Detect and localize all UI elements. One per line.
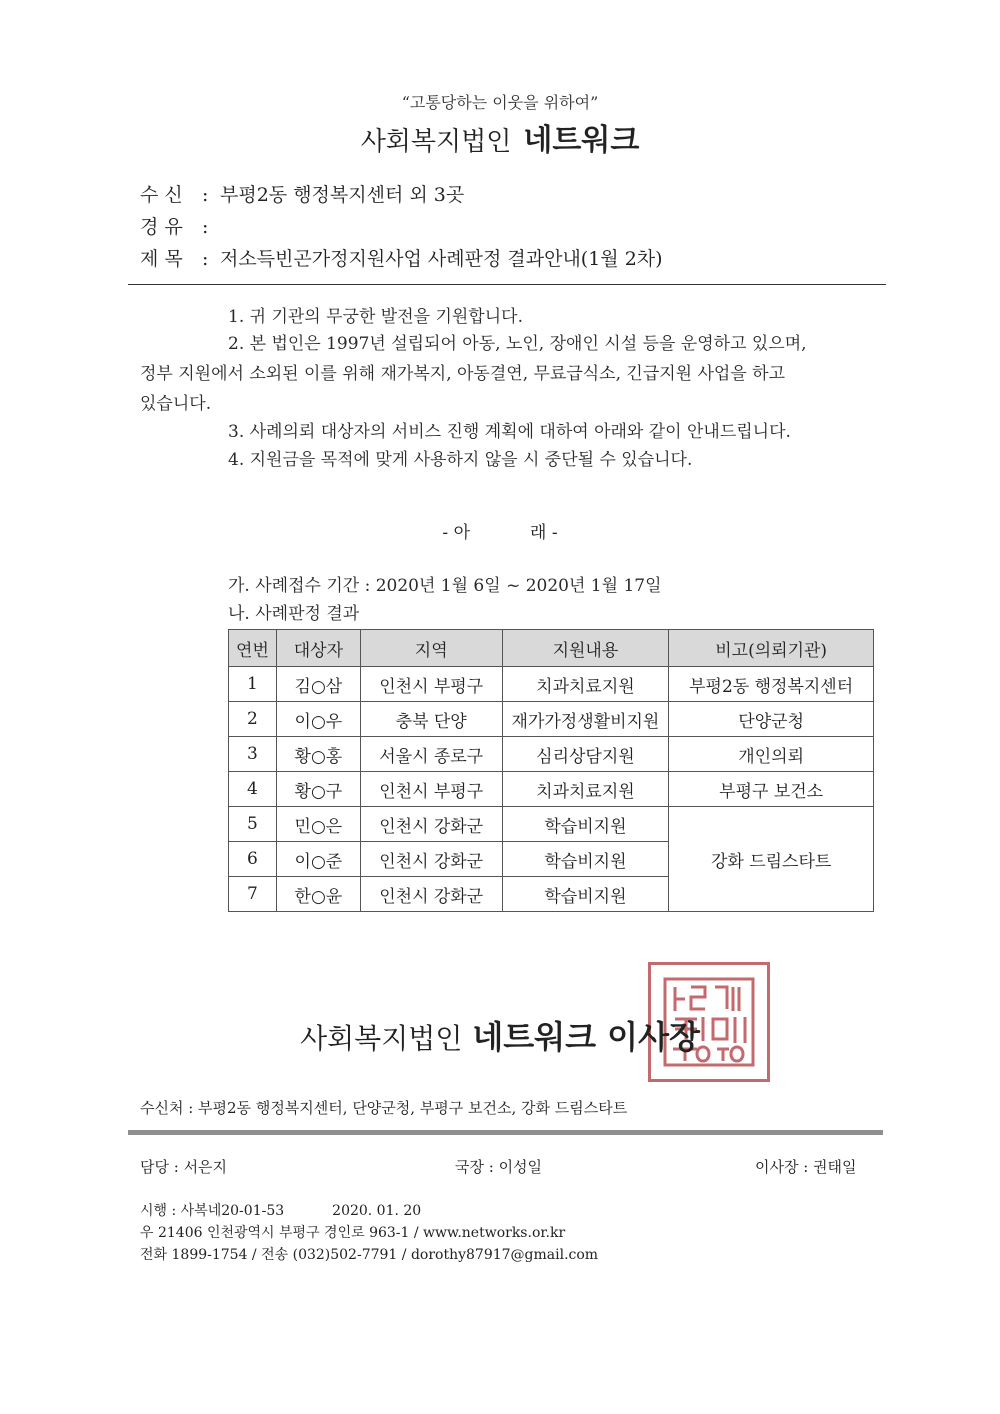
org-name: 네트워크 bbox=[523, 123, 640, 158]
cell-region: 인천시 강화군 bbox=[360, 877, 502, 912]
cell-support: 심리상담지원 bbox=[502, 737, 669, 772]
cell-no: 4 bbox=[229, 772, 277, 807]
header-note: 비고(의뢰기관) bbox=[669, 630, 874, 667]
result-title: 나. 사례판정 결과 bbox=[228, 604, 360, 624]
signature-name: 네트워크 이사장 bbox=[472, 1018, 700, 1056]
staff-manager: 담당 : 서은지 bbox=[140, 1158, 228, 1176]
cell-no: 1 bbox=[229, 667, 277, 702]
signature-prefix: 사회복지법인 bbox=[300, 1022, 463, 1055]
notice-heading bbox=[0, 518, 1000, 543]
cell-note: 강화 드림스타트 bbox=[669, 807, 874, 912]
staff-chairman: 이사장 : 권태일 bbox=[755, 1158, 857, 1176]
header-support: 지원내용 bbox=[502, 630, 669, 667]
cell-support: 학습비지원 bbox=[502, 807, 669, 842]
paragraph-2-line-3: 있습니다. bbox=[140, 394, 212, 414]
header-divider bbox=[128, 284, 886, 285]
cell-support: 치과치료지원 bbox=[502, 667, 669, 702]
org-title bbox=[0, 115, 1000, 159]
via-row: 경 유 : bbox=[140, 212, 220, 239]
table-row bbox=[229, 667, 874, 702]
recipients-line: 수신처 : 부평2동 행정복지센터, 단양군청, 부평구 보건소, 강화 드림스타트 bbox=[140, 1099, 628, 1117]
via-label: 경 유 bbox=[140, 216, 183, 238]
subject-value: 저소득빈곤가정지원사업 사례판정 결과안내(1월 2차) bbox=[220, 248, 663, 270]
cell-region: 인천시 강화군 bbox=[360, 807, 502, 842]
cell-no: 2 bbox=[229, 702, 277, 737]
paragraph-1: 1. 귀 기관의 무궁한 발전을 기원합니다. bbox=[228, 307, 523, 327]
cell-support: 재가가정생활비지원 bbox=[502, 702, 669, 737]
cell-subject: 민○은 bbox=[276, 807, 360, 842]
cell-subject: 한○윤 bbox=[276, 877, 360, 912]
cell-subject: 이○준 bbox=[276, 842, 360, 877]
paragraph-4: 4. 지원금을 목적에 맞게 사용하지 않을 시 중단될 수 있습니다. bbox=[228, 450, 693, 470]
notice-right: 래 - bbox=[530, 523, 558, 543]
subject-row: 제 목 : 저소득빈곤가정지원사업 사례판정 결과안내(1월 2차) bbox=[140, 244, 663, 271]
header-region: 지역 bbox=[360, 630, 502, 667]
cell-subject: 이○우 bbox=[276, 702, 360, 737]
staff-director: 국장 : 이성일 bbox=[455, 1158, 543, 1176]
to-value: 부평2동 행정복지센터 외 3곳 bbox=[220, 184, 465, 206]
cell-region: 충북 단양 bbox=[360, 702, 502, 737]
doc-date: 2020. 01. 20 bbox=[332, 1203, 422, 1219]
table-header-row bbox=[229, 630, 874, 667]
cell-no: 3 bbox=[229, 737, 277, 772]
cell-subject: 김○삼 bbox=[276, 667, 360, 702]
cell-no: 5 bbox=[229, 807, 277, 842]
cell-subject: 황○구 bbox=[276, 772, 360, 807]
cell-region: 서울시 종로구 bbox=[360, 737, 502, 772]
subject-label: 제 목 bbox=[140, 248, 183, 270]
to-label: 수 신 bbox=[140, 184, 183, 206]
paragraph-3: 3. 사례의뢰 대상자의 서비스 진행 계획에 대하여 아래와 같이 안내드립니다. bbox=[228, 422, 791, 442]
table-row bbox=[229, 737, 874, 772]
footer-contact: 전화 1899-1754 / 전송 (032)502-7791 / dorothy87917@gmail.com bbox=[140, 1247, 599, 1263]
table-row bbox=[229, 702, 874, 737]
footer-address: 우 21406 인천광역시 부평구 경인로 963-1 / www.networks.or.kr bbox=[140, 1225, 566, 1241]
cell-region: 인천시 부평구 bbox=[360, 667, 502, 702]
cell-no: 6 bbox=[229, 842, 277, 877]
table-row bbox=[229, 772, 874, 807]
cell-support: 학습비지원 bbox=[502, 877, 669, 912]
paragraph-2-line-2: 정부 지원에서 소외된 이를 위해 재가복지, 아동결연, 무료급식소, 긴급지원 사업을 하고 bbox=[140, 364, 786, 384]
notice-left: - 아 bbox=[442, 523, 470, 543]
cell-note: 단양군청 bbox=[669, 702, 874, 737]
cell-subject: 황○홍 bbox=[276, 737, 360, 772]
motto: “고통당하는 이웃을 위하여” bbox=[401, 93, 599, 112]
cell-note: 부평2동 행정복지센터 bbox=[669, 667, 874, 702]
cell-support: 학습비지원 bbox=[502, 842, 669, 877]
footer-divider bbox=[128, 1130, 883, 1135]
cell-note: 부평구 보건소 bbox=[669, 772, 874, 807]
cell-region: 인천시 부평구 bbox=[360, 772, 502, 807]
org-prefix: 사회복지법인 bbox=[360, 127, 512, 157]
cell-no: 7 bbox=[229, 877, 277, 912]
case-result-table bbox=[228, 629, 874, 912]
doc-number: 시행 : 사복네20-01-53 bbox=[140, 1203, 285, 1219]
header-no: 연번 bbox=[229, 630, 277, 667]
paragraph-2-line-1: 2. 본 법인은 1997년 설립되어 아동, 노인, 장애인 시설 등을 운영하고 있으며, bbox=[228, 334, 807, 354]
cell-region: 인천시 강화군 bbox=[360, 842, 502, 877]
to-row: 수 신 : 부평2동 행정복지센터 외 3곳 bbox=[140, 180, 464, 207]
case-period: 가. 사례접수 기간 : 2020년 1월 6일 ~ 2020년 1월 17일 bbox=[228, 576, 662, 596]
header-subject: 대상자 bbox=[276, 630, 360, 667]
signature bbox=[0, 1012, 1000, 1058]
table-row bbox=[229, 807, 874, 842]
cell-note: 개인의뢰 bbox=[669, 737, 874, 772]
cell-support: 치과치료지원 bbox=[502, 772, 669, 807]
footer-doc-line bbox=[140, 1200, 421, 1220]
